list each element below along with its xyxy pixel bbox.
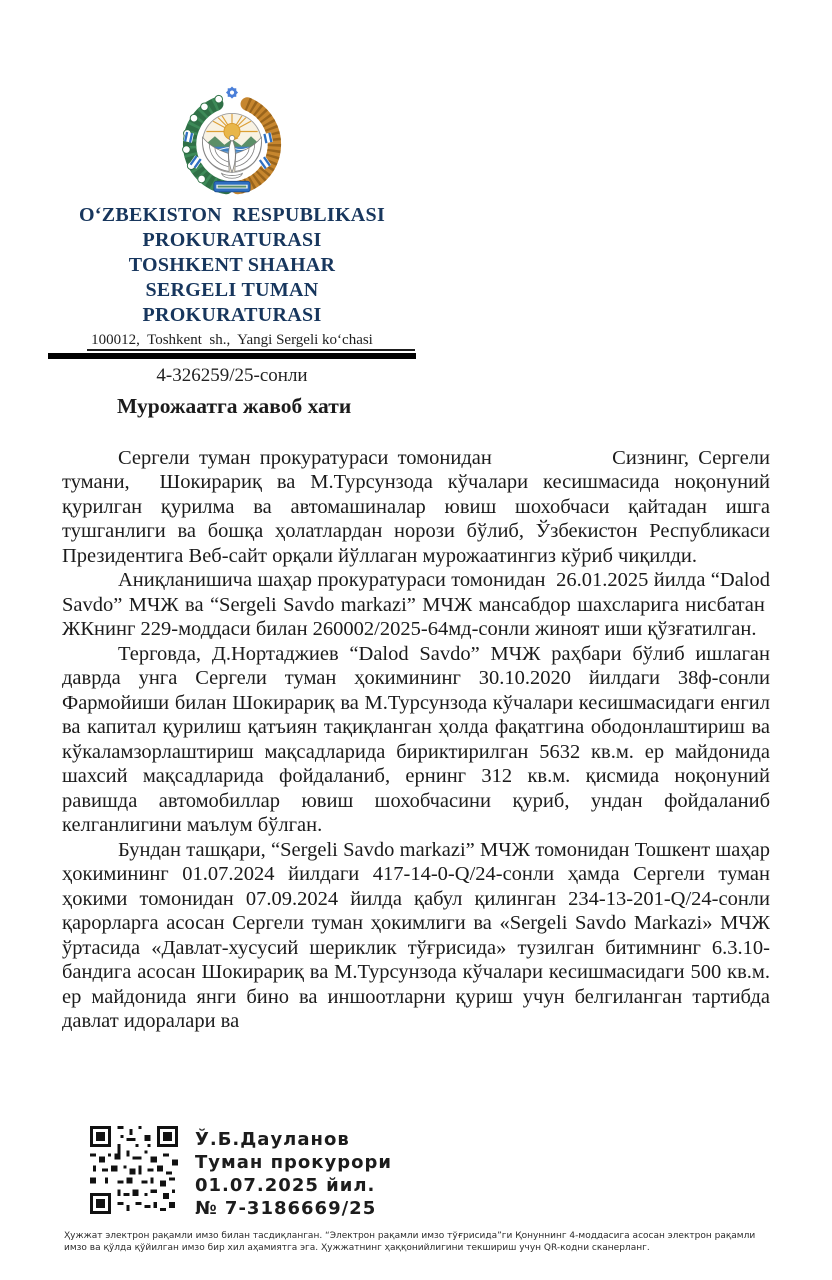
signature-date: 01.07.2025 йил.	[195, 1175, 376, 1196]
letterhead-rule-thick	[48, 353, 416, 359]
org-name-line: PROKURATURASI	[142, 304, 322, 326]
star-icon	[226, 87, 238, 99]
banner	[214, 181, 250, 191]
letter-title: Мурожаатга жавоб хати	[117, 394, 352, 418]
signature-number: № 7-3186669/25	[195, 1198, 377, 1219]
org-name-line: SERGELI TUMAN	[145, 279, 319, 301]
qr-code	[90, 1126, 178, 1214]
document-number: 4-326259/25-сонли	[156, 365, 308, 386]
footer-note: Ҳужжат электрон рақамли имзо билан тасдиқланган. “Электрон рақамли имзо тўғрисида”ги Қонуннинг 4-моддасига асосан электрон рақамли имзо ва қўлда қўйилган имзо бир хил аҳамиятга эга. Ҳужжатнинг ҳаққонийлигини текшириш учун QR-кодни сканерланг.	[64, 1231, 756, 1253]
letterhead-rule-thin	[87, 349, 415, 351]
signer-position: Туман прокурори	[195, 1152, 392, 1173]
signature-block	[90, 1126, 392, 1220]
letter-body	[62, 394, 770, 1034]
signer-name: Ў.Б.Дауланов	[195, 1129, 350, 1150]
org-name-line: O‘ZBEKISTON RESPUBLIKASI	[78, 204, 386, 226]
letterhead	[48, 84, 416, 387]
org-address: 100012, Toshkent sh., Yangi Sergeli ko‘chasi	[91, 332, 373, 348]
org-name-line: TOSHKENT SHAHAR	[128, 254, 336, 276]
org-name-line: PROKURATURASI	[142, 229, 322, 251]
paragraph-4: Бундан ташқари, “Sergeli Savdo markazi” МЧЖ томонидан Тошкент шаҳар ҳокимининг 01.07.2024 йилдаги 417-14-0-Q/24-сонли ҳамда Сергели туман ҳокими томонидан 07.09.2024 йилда қабул қилинган 234-13-201-Q/24-сонли қарорларга асосан Сергели туман ҳокимлиги ва «Sergeli Savdo Markazi» МЧЖ ўртасида «Давлат-хусусий шериклик тўғрисида» тузилган битимнинг 6.3.10-бандига асосан Шокирариқ ва М.Турсунзода кўчалари кесишмасидаги 500 кв.м. ер майдонида янги бино ва иншоотларни қуриш учун белгиланган тартибда давлат идоралари ва	[62, 838, 770, 1032]
uzbekistan-emblem-icon	[175, 84, 289, 198]
signature-lines	[195, 1126, 392, 1220]
org-name	[48, 203, 416, 328]
paragraph-3: Терговда, Д.Нортаджиев “Dalod Savdo” МЧЖ раҳбари бўлиб ишлаган даврда унга Сергели туман ҳокимининг 30.10.2020 йилдаги 38ф-сонли Фармойиши билан Шокирариқ ва М.Турсунзода кўчалари кесишмасидаги енгил ва капитал қурилиш қатъиян тақиқланган ҳолда фақатгина ободонлаштириш ва кўкаламзорлаштириш мақсадларида бириктирилган 5632 кв.м. ер майдонида шахсий мақсадларида фойдаланиб, ернинг 312 кв.м. қисмида ноқонуний равишда автомобиллар ювиш шохобчасини қуриб, ундан фойдаланиб келганлигини маълум бўлган.	[62, 642, 770, 836]
paragraph-2: Аниқланишича шаҳар прокуратураси томонидан 26.01.2025 йилда “Dalod Savdo” МЧЖ ва “Sergeli Savdo markazi” МЧЖ мансабдор шахсларига нисбатан ЖКнинг 229-моддаси билан 260002/2025-64мд-сонли жиноят иши қўзғатилган.	[62, 569, 770, 640]
paragraph-1: Сергели туман прокуратураси томонидан Сизнинг, Сергели тумани, Шокирариқ ва М.Турсунзода кўчалари кесишмасида ноқонуний қурилган қурилма ва автомашиналар ювиш шохобчаси қайтадан ишга тушганлиги ва бошқа ҳолатлардан норози бўлиб, Ўзбекистон Республикаси Президентига Веб-сайт орқали йўллаган мурожаатингиз кўриб чиқилди.	[62, 446, 770, 567]
